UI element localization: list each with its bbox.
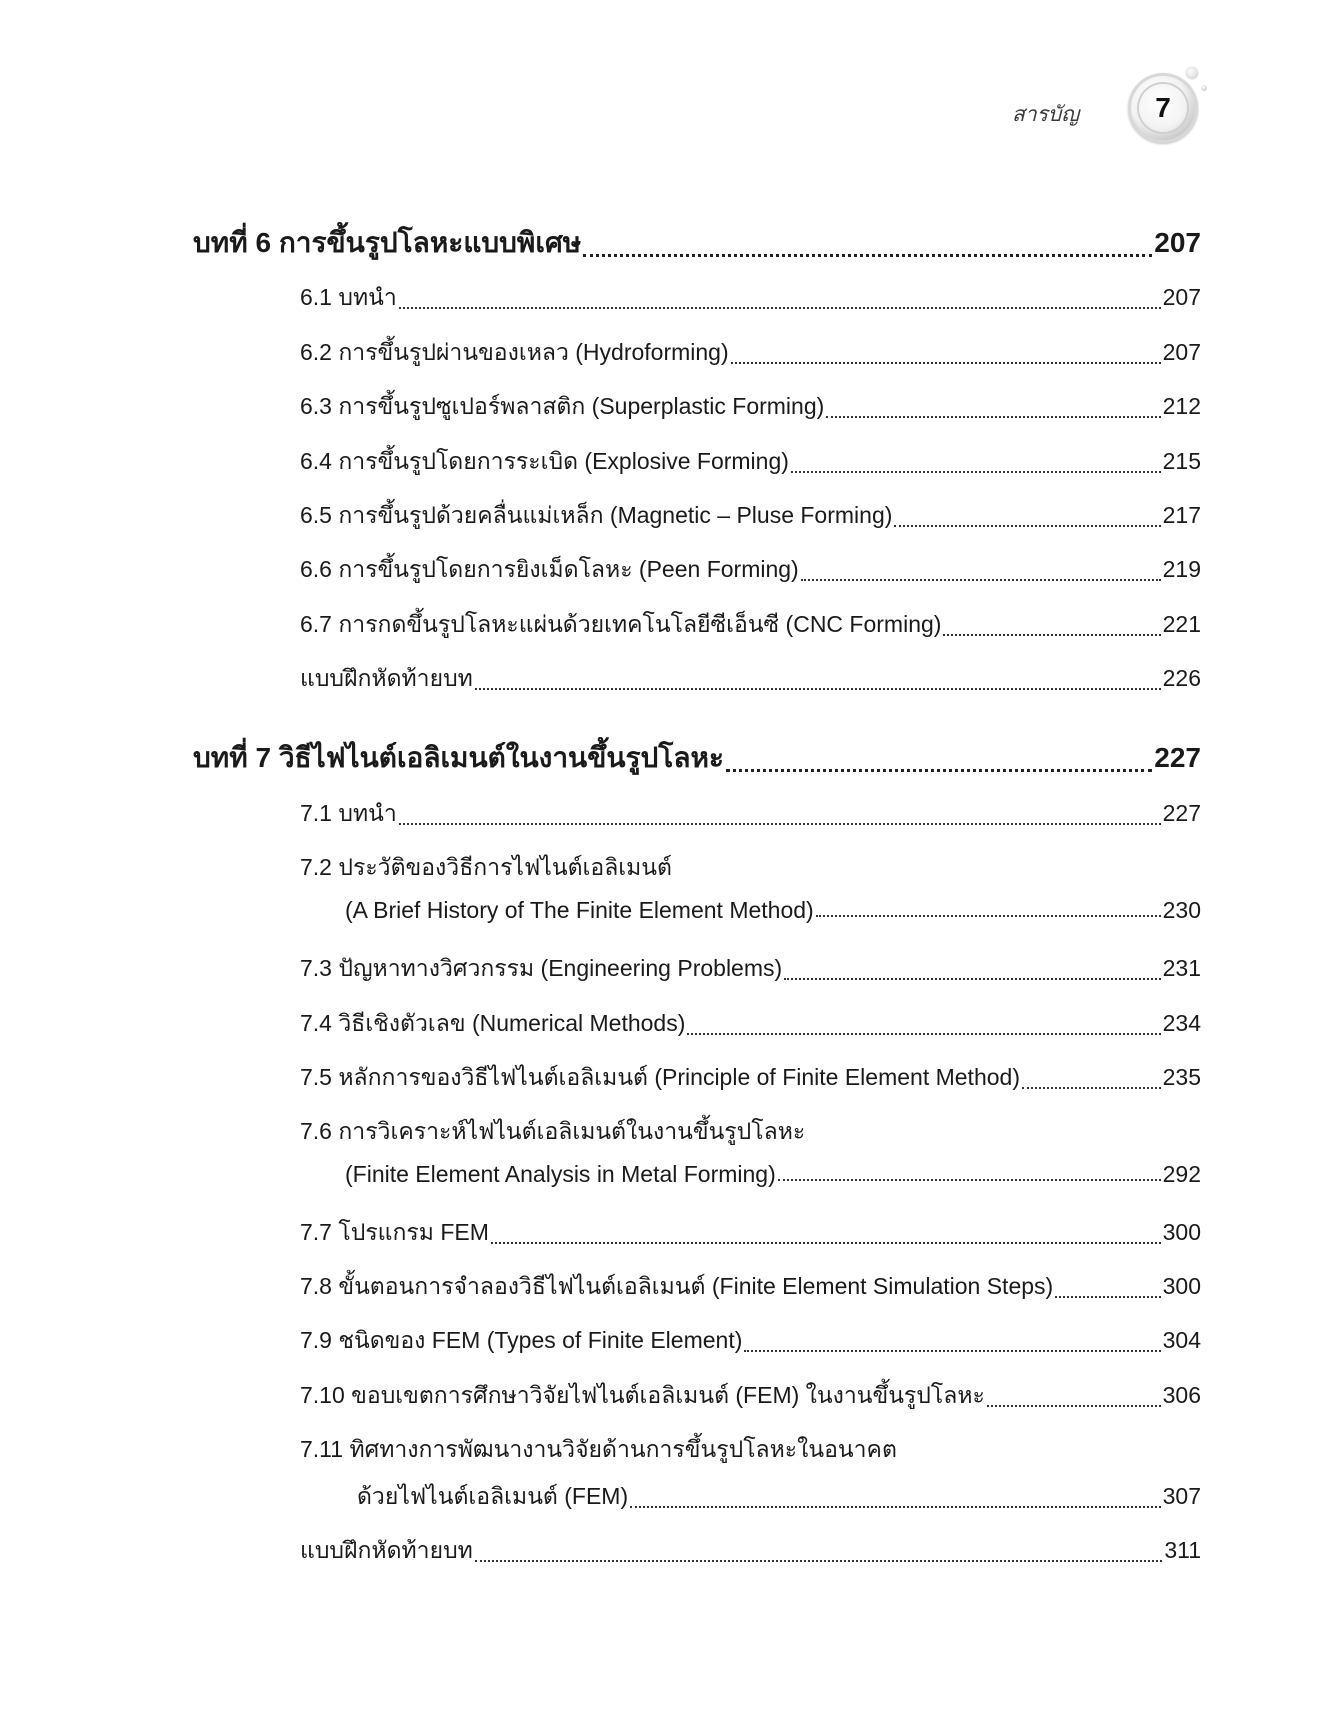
dot-leader	[731, 362, 1161, 364]
entry-page: 212	[1162, 393, 1201, 419]
running-header: สารบัญ	[1012, 102, 1080, 126]
entry-page: 227	[1162, 800, 1201, 826]
toc-entry-7-6[interactable]	[345, 1161, 1201, 1188]
toc-chapter-7[interactable]	[193, 736, 1201, 780]
entry-page: 292	[1162, 1161, 1201, 1187]
dot-leader	[475, 688, 1161, 690]
toc-entry-7-11[interactable]	[357, 1479, 1201, 1515]
chapter-title: บทที่ 6 การขึ้นรูปโลหะแบบพิเศษ	[193, 227, 582, 258]
entry-title-cont: (Finite Element Analysis in Metal Forming)	[345, 1161, 776, 1187]
dot-leader	[583, 254, 1152, 257]
entry-page: 311	[1164, 1537, 1201, 1563]
page-number: 7	[1139, 84, 1187, 132]
toc-entry-6-1[interactable]	[300, 280, 1201, 316]
chapter-page: 227	[1154, 742, 1201, 773]
dot-leader	[778, 1179, 1161, 1181]
badge-bubble-decoration-small	[1201, 85, 1207, 91]
entry-title: 7.1 บทนำ	[300, 800, 397, 826]
entry-page: 215	[1162, 448, 1201, 474]
dot-leader	[491, 1242, 1161, 1244]
entry-page: 234	[1162, 1010, 1201, 1036]
dot-leader	[826, 416, 1160, 418]
entry-title: 7.9 ชนิดของ FEM (Types of Finite Element)	[300, 1327, 743, 1353]
entry-title: 6.7 การกดขึ้นรูปโลหะแผ่นด้วยเทคโนโลยีซีเอ็นซี (CNC Forming)	[300, 611, 942, 637]
entry-page: 304	[1162, 1327, 1201, 1353]
toc-entry-7-9[interactable]	[300, 1323, 1201, 1359]
entry-page: 230	[1162, 897, 1201, 923]
dot-leader	[784, 978, 1160, 980]
entry-page: 307	[1162, 1483, 1201, 1509]
entry-title: 7.7 โปรแกรม FEM	[300, 1219, 489, 1245]
toc-entry-7-3[interactable]	[300, 951, 1201, 987]
dot-leader	[475, 1560, 1162, 1562]
entry-title-cont: ด้วยไฟไนต์เอลิเมนต์ (FEM)	[357, 1483, 629, 1509]
dot-leader	[1055, 1296, 1160, 1298]
entry-page: 207	[1162, 339, 1201, 365]
entry-page: 300	[1162, 1219, 1201, 1245]
toc-entry-6-exercise[interactable]	[300, 661, 1201, 697]
chapter-page: 207	[1154, 227, 1201, 258]
entry-page: 221	[1162, 611, 1201, 637]
toc-entry-7-2-line1[interactable]: 7.2 ประวัติของวิธีการไฟไนต์เอลิเมนต์	[300, 854, 672, 880]
entry-title: 7.8 ขั้นตอนการจำลองวิธีไฟไนต์เอลิเมนต์ (Finite Element Simulation Steps)	[300, 1273, 1054, 1299]
dot-leader	[801, 579, 1161, 581]
entry-title: แบบฝึกหัดท้ายบท	[300, 1537, 473, 1563]
entry-page: 231	[1162, 955, 1201, 981]
entry-title: แบบฝึกหัดท้ายบท	[300, 665, 473, 691]
dot-leader	[744, 1350, 1160, 1352]
dot-leader	[399, 307, 1161, 309]
dot-leader	[894, 525, 1160, 527]
toc-entry-7-1[interactable]	[300, 796, 1201, 832]
toc-entry-6-7[interactable]	[300, 607, 1201, 643]
entry-title: 7.5 หลักการของวิธีไฟไนต์เอลิเมนต์ (Principle of Finite Element Method)	[300, 1064, 1020, 1090]
entry-page: 217	[1162, 502, 1201, 528]
entry-title: 7.3 ปัญหาทางวิศวกรรม (Engineering Problems)	[300, 955, 783, 981]
dot-leader	[687, 1033, 1160, 1035]
toc-entry-7-4[interactable]	[300, 1006, 1201, 1042]
toc-entry-6-5[interactable]	[300, 498, 1201, 534]
entry-title: 6.5 การขึ้นรูปด้วยคลื่นแม่เหล็ก (Magnetic – Pluse Forming)	[300, 502, 893, 528]
toc-entry-6-2[interactable]	[300, 335, 1201, 371]
toc-entry-7-7[interactable]	[300, 1215, 1201, 1251]
dot-leader	[943, 634, 1160, 636]
dot-leader	[1022, 1087, 1161, 1089]
toc-entry-6-4[interactable]	[300, 444, 1201, 480]
entry-title: 6.3 การขึ้นรูปซูเปอร์พลาสติก (Superplastic Forming)	[300, 393, 825, 419]
page-number-badge	[1128, 73, 1198, 143]
toc-entry-7-5[interactable]	[300, 1060, 1201, 1096]
entry-page: 207	[1162, 284, 1201, 310]
badge-bubble-decoration	[1186, 67, 1198, 79]
dot-leader	[630, 1506, 1161, 1508]
toc-entry-7-11-line1[interactable]: 7.11 ทิศทางการพัฒนางานวิจัยด้านการขึ้นรูปโลหะในอนาคต	[300, 1436, 897, 1462]
entry-title: 6.2 การขึ้นรูปผ่านของเหลว (Hydroforming)	[300, 339, 729, 365]
dot-leader	[726, 769, 1152, 772]
toc-entry-7-2[interactable]	[345, 897, 1201, 924]
dot-leader	[791, 471, 1161, 473]
entry-title: 7.10 ขอบเขตการศึกษาวิจัยไฟไนต์เอลิเมนต์ (FEM) ในงานขึ้นรูปโลหะ	[300, 1382, 985, 1408]
dot-leader	[399, 823, 1161, 825]
dot-leader	[816, 915, 1161, 917]
chapter-title: บทที่ 7 วิธีไฟไนต์เอลิเมนต์ในงานขึ้นรูปโลหะ	[193, 742, 724, 773]
dot-leader	[987, 1405, 1161, 1407]
toc-entry-7-10[interactable]	[300, 1378, 1201, 1414]
entry-title: 6.4 การขึ้นรูปโดยการระเบิด (Explosive Forming)	[300, 448, 789, 474]
toc-entry-6-3[interactable]	[300, 389, 1201, 425]
toc-entry-6-6[interactable]	[300, 552, 1201, 588]
entry-title: 6.6 การขึ้นรูปโดยการยิงเม็ดโลหะ (Peen Forming)	[300, 556, 799, 582]
entry-title: 6.1 บทนำ	[300, 284, 397, 310]
entry-title: 7.4 วิธีเชิงตัวเลข (Numerical Methods)	[300, 1010, 686, 1036]
toc-entry-7-6-line1[interactable]: 7.6 การวิเคราะห์ไฟไนต์เอลิเมนต์ในงานขึ้นรูปโลหะ	[300, 1118, 806, 1144]
entry-page: 306	[1162, 1382, 1201, 1408]
entry-page: 300	[1162, 1273, 1201, 1299]
entry-page: 219	[1162, 556, 1201, 582]
toc-entry-7-8[interactable]	[300, 1269, 1201, 1305]
toc-entry-7-exercise[interactable]	[300, 1533, 1201, 1569]
toc-chapter-6[interactable]	[193, 221, 1201, 265]
entry-title-cont: (A Brief History of The Finite Element Method)	[345, 897, 814, 923]
entry-page: 226	[1162, 665, 1201, 691]
entry-page: 235	[1162, 1064, 1201, 1090]
